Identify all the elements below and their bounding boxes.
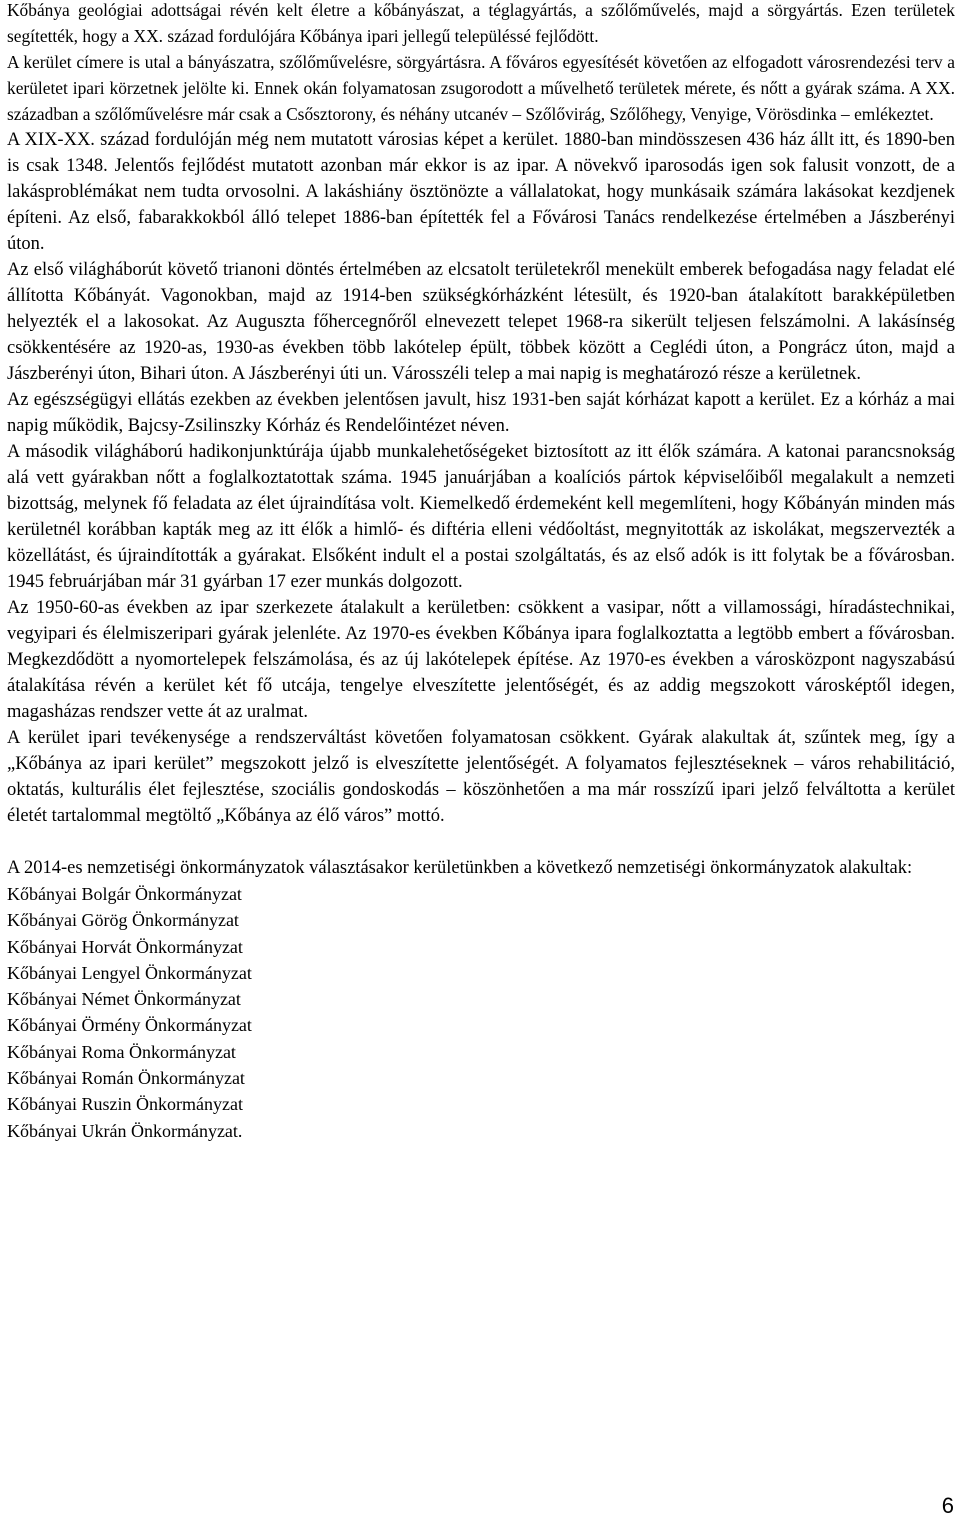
- paragraph-healthcare: Az egészségügyi ellátás ezekben az években jelentősen javult, hisz 1931-ben saját kórházat kapott a kerület. Ez a kórház a mai napig működik, Bajcsy-Zsilinszky Kórház és Rendelőintézet néven.: [7, 390, 955, 436]
- list-item: Kőbányai Román Önkormányzat: [7, 1068, 245, 1089]
- list-item: Kőbányai Görög Önkormányzat: [7, 910, 239, 931]
- paragraph-1950s-1970s: Az 1950-60-as években az ipar szerkezete átalakult a kerületben: csökkent a vasipar, nőtt a villamossági, híradástechnikai, vegyipari és élelmiszeripari gyárak jelenléte. Az 1970-es években Kőbánya ipara foglalkoztatta a legtöbb embert a fővárosban. Megkezdődött a nyomortelepek felszámolása, és az új lakótelepek építése. Az 1970-es években a városközpont nagyszabású átalakítása révén a kerület két fő utcája, tengelye elveszítette jelentőségét, és az addig megszokott városképtől idegen, magasházas rendszer vette át az uralmat.: [7, 598, 955, 722]
- minority-intro: A 2014-es nemzetiségi önkormányzatok választásakor kerületünkben a következő nemzetiségi önkormányzatok alakultak:: [7, 858, 913, 878]
- paragraph-gap: [7, 829, 955, 855]
- list-item: Kőbányai Lengyel Önkormányzat: [7, 962, 252, 983]
- list-item: Kőbányai Német Önkormányzat: [7, 989, 241, 1010]
- list-item: Kőbányai Horvát Önkormányzat: [7, 936, 243, 957]
- paragraph-intro: Kőbánya geológiai adottságai révén kelt életre a kőbányászat, a téglagyártás, a szőlőművelés, majd a sörgyártás. Ezen területek segítették, hogy a XX. század fordulójára Kőbánya ipari jellegű településsé fejlődött.: [7, 0, 955, 46]
- list-item: Kőbányai Ruszin Önkormányzat: [7, 1094, 243, 1115]
- list-item: Kőbányai Roma Önkormányzat: [7, 1041, 236, 1062]
- page-number: 6: [941, 1493, 954, 1518]
- paragraph-turn-of-century: A XIX-XX. század fordulóján még nem mutatott városias képet a kerület. 1880-ban mindösszesen 436 ház állt itt, és 1890-ben is csak 1348. Jelentős fejlődést mutatott azonban már ekkor is az ipar. A növekvő iparosodás igen sok falusit vonzott, de a lakásproblémákat nem tudta orvosolni. A lakáshiány ösztönözte a vállalatokat, hogy munkásaik számára lakásokat kezdjenek építeni. Az első, fabarakkokból álló telepet 1886-ban építették fel a Fővárosi Tanács rendelkezése értelmében a Jászberényi úton.: [7, 130, 955, 254]
- list-item: Kőbányai Örmény Önkormányzat: [7, 1015, 252, 1036]
- document-body: [7, 0, 955, 1144]
- list-item: Kőbányai Bolgár Önkormányzat: [7, 884, 242, 904]
- list-item: Kőbányai Ukrán Önkormányzat.: [7, 1120, 243, 1141]
- paragraph-world-war-one: Az első világháborút követő trianoni döntés értelmében az elcsatolt területekről menekült emberek befogadása nagy feladat elé állította Kőbányát. Vagonokban, majd az 1914-ben szükségkórházként létesült, és 1920-ban átalakított barakképületben helyezték el a lakosokat. Az Auguszta főhercegnőről elnevezett telepet 1968-ra sikerült teljesen felszámolni. A lakásínség csökkentésére az 1920-as, 1930-as években több lakótelep épült, többek között a Ceglédi úton, a Pongrácz úton, majd a Jászberényi úton, Bihari úton. A Jászberényi úti un. Városszéli telep a mai napig is meghatározó része a kerületnek.: [7, 260, 955, 384]
- paragraph-regime-change: A kerület ipari tevékenysége a rendszerváltást követően folyamatosan csökkent. Gyárak alakultak át, szűntek meg, így a „Kőbánya az ipari kerület” megszokott jelző is elveszítette jelentőségét. A folyamatos fejlesztéseknek – város rehabilitáció, oktatás, kulturális élet fejlesztése, szociális gondoskodás – köszönhetően a ma már rosszízű ipari jelző felváltotta a kerület életét tartalommal megtöltő „Kőbánya az élő város” mottó.: [7, 728, 955, 826]
- paragraph-world-war-two: A második világháború hadikonjunktúrája újabb munkalehetőségeket biztosított az itt élők számára. A katonai parancsnokság alá vett gyárakban nőtt a foglalkoztatottak száma. 1945 januárjában a koalíciós pártok képviselőiből megalakult a nemzeti bizottság, melynek fő feladata az élet újraindítása volt. Kiemelkedő érdemeként kell megemlíteni, hogy Kőbányán minden más kerületnél korábban kapták meg az itt élők a himlő- és diftéria elleni védőoltást, megnyitották az iskolákat, megszervezték a közellátást, és újraindították a gyárakat. Elsőként indult el a postai szolgáltatás, és az első adók is itt folytak be a fővárosban. 1945 februárjában már 31 gyárban 17 ezer munkás dolgozott.: [7, 442, 955, 592]
- minority-list: [7, 881, 955, 1144]
- paragraph-coat-of-arms: A kerület címere is utal a bányászatra, szőlőművelésre, sörgyártásra. A főváros egyesítését követően az elfogadott városrendezési terv a kerületet ipari körzetnek jelölte ki. Ennek okán folyamatosan zsugorodott a művelhető területek mérete, és nőtt a gyárak száma. A XX. században a szőlőművelésre már csak a Csősztorony, és néhány utcanév – Szőlővirág, Szőlőhegy, Venyige, Vörösdinka – emlékeztet.: [7, 52, 955, 124]
